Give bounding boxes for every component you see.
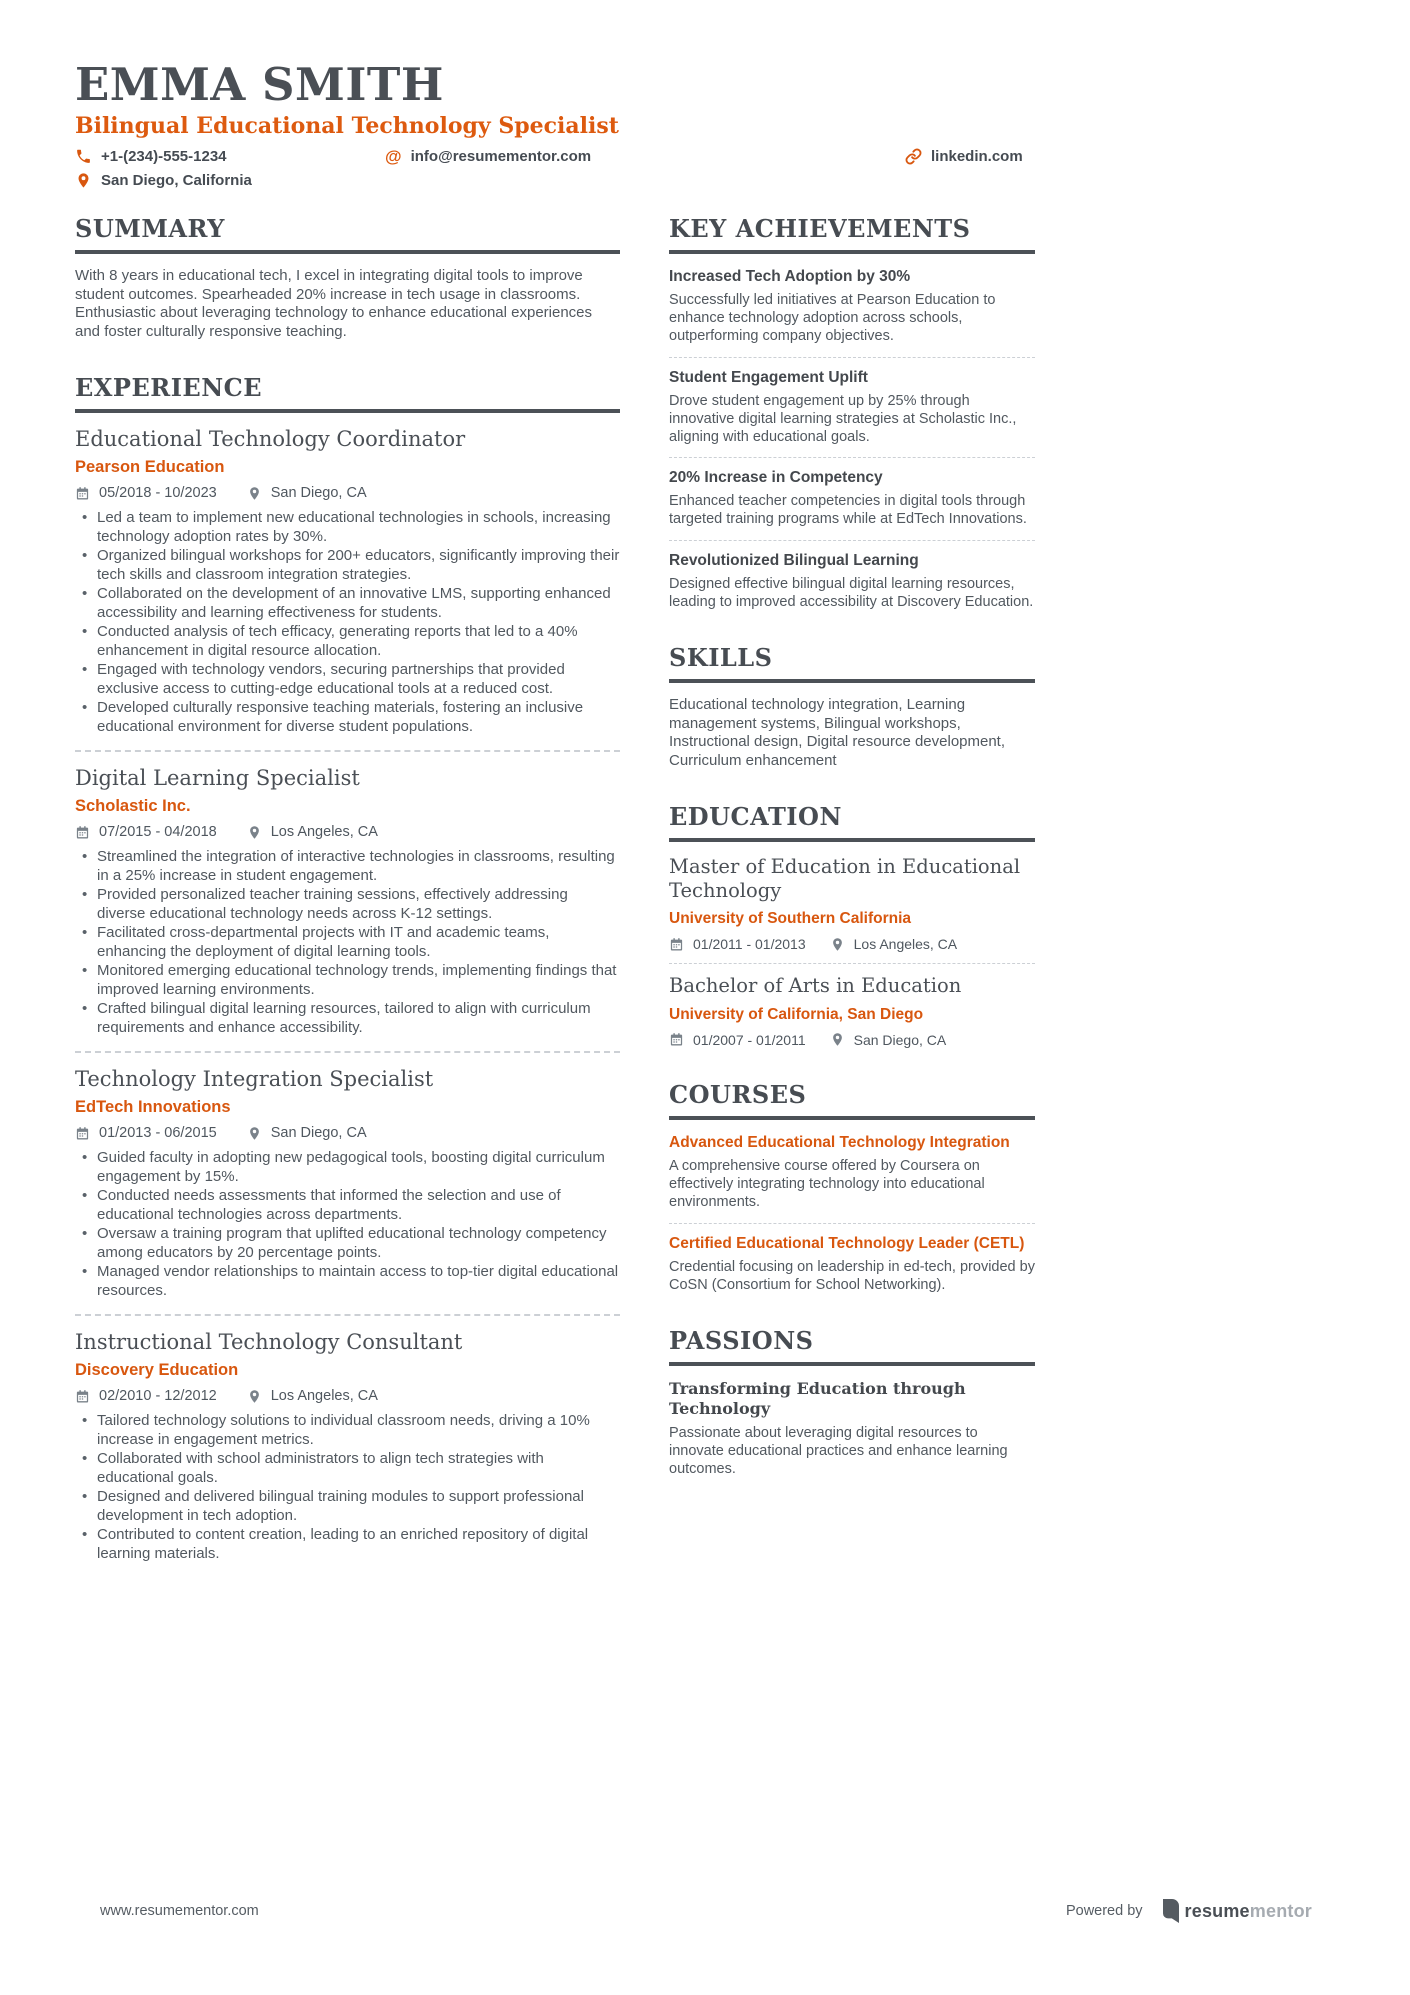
dates-text: 01/2007 - 01/2011 <box>693 1031 806 1048</box>
education-location <box>830 936 958 952</box>
passions-section <box>669 1327 1035 1479</box>
divider <box>75 1314 620 1316</box>
job-title: Technology Integration Specialist <box>75 1067 434 1092</box>
dates-text: 07/2015 - 04/2018 <box>99 824 217 841</box>
bullet: • Conducted analysis of tech efficacy, generating reports that led to a 40% enhancement in digital resource allocation. <box>75 622 620 660</box>
bullet: • Tailored technology solutions to individual classroom needs, driving a 10% increase in engagement metrics. <box>75 1411 620 1449</box>
divider <box>669 457 1035 458</box>
email-address[interactable]: info@resumementor.com <box>410 148 592 165</box>
company-name: EdTech Innovations <box>75 1098 231 1117</box>
divider <box>669 540 1035 541</box>
left-column <box>75 215 620 1563</box>
linkedin-url[interactable]: linkedin.com <box>931 148 1023 165</box>
location-text: Los Angeles, CA <box>853 936 958 953</box>
experience-entry <box>75 426 620 736</box>
divider <box>669 357 1035 358</box>
bullet: • Managed vendor relationships to maintain access to top-tier digital educational resources. <box>75 1262 620 1300</box>
logo-text-light: mentor <box>1249 1900 1312 1921</box>
job-location <box>247 1388 378 1404</box>
dates-text: 02/2010 - 12/2012 <box>99 1388 217 1405</box>
job-bullets <box>75 508 620 736</box>
course-item <box>669 1234 1035 1294</box>
contact-row-2 <box>75 172 1035 189</box>
location-contact <box>75 172 252 189</box>
calendar-icon <box>75 1126 90 1141</box>
summary-heading: SUMMARY <box>75 215 620 254</box>
footer-website-link[interactable]: www.resumementor.com <box>100 1903 259 1919</box>
phone-contact <box>75 148 385 165</box>
bullet: • Collaborated on the development of an innovative LMS, supporting enhanced accessibility and learning effectiveness for students. <box>75 584 620 622</box>
job-title: Educational Technology Coordinator <box>75 427 466 452</box>
bullet: • Organized bilingual workshops for 200+ educators, significantly improving their tech skills and classroom integration strategies. <box>75 546 620 584</box>
location-text: San Diego, CA <box>270 1125 367 1142</box>
location-text: San Diego, CA <box>270 485 367 502</box>
job-dates <box>75 485 217 501</box>
content-columns <box>75 215 1335 1563</box>
bullet: • Collaborated with school administrators to align tech strategies with educational goals. <box>75 1449 620 1487</box>
achievement-item <box>669 551 1035 611</box>
at-icon: @ <box>385 147 402 166</box>
bullet: • Conducted needs assessments that informed the selection and use of educational technologies across departments. <box>75 1186 620 1224</box>
header <box>75 60 1035 189</box>
bullet: • Provided personalized teacher training sessions, effectively addressing diverse educational technology needs across K-12 settings. <box>75 885 620 923</box>
job-meta <box>75 1125 620 1141</box>
powered-by-label: Powered by <box>1065 1903 1143 1919</box>
company-name: Pearson Education <box>75 458 225 477</box>
achievement-text: Designed effective bilingual digital learning resources, leading to improved accessibility at Discovery Education. <box>669 575 1034 610</box>
bullet: • Facilitated cross-departmental projects with IT and academic teams, enhancing the deployment of digital learning tools. <box>75 923 620 961</box>
course-item <box>669 1133 1035 1212</box>
company-name: Discovery Education <box>75 1361 239 1380</box>
resumementor-logo[interactable] <box>1159 1899 1312 1923</box>
bullet: • Guided faculty in adopting new pedagogical tools, boosting digital curriculum engagement by 15%. <box>75 1148 620 1186</box>
job-meta <box>75 1388 620 1404</box>
bullet: • Crafted bilingual digital learning resources, tailored to align with curriculum requirements and enhance accessibility. <box>75 999 620 1037</box>
achievement-text: Enhanced teacher competencies in digital tools through targeted training programs while at EdTech Innovations. <box>669 493 1027 528</box>
divider <box>669 963 1035 964</box>
bullet: • Led a team to implement new educational technologies in schools, increasing technology adoption rates by 30%. <box>75 508 620 546</box>
bullet: • Engaged with technology vendors, securing partnerships that provided exclusive access to cutting-edge educational tools at a reduced cost. <box>75 660 620 698</box>
degree-title: Master of Education in Educational Technology <box>669 855 1021 902</box>
company-name: Scholastic Inc. <box>75 797 191 816</box>
skills-text: Educational technology integration, Learning management systems, Bilingual workshops, Instructional design, Digital resource development, Curriculum enhancement <box>669 696 1006 769</box>
job-bullets <box>75 1411 620 1563</box>
school-name: University of California, San Diego <box>669 1005 924 1023</box>
experience-entry <box>75 1329 620 1563</box>
achievement-item <box>669 267 1035 346</box>
location-pin-icon <box>247 486 262 501</box>
phone-icon <box>75 148 92 165</box>
education-dates <box>669 1032 806 1048</box>
location-pin-icon <box>830 1032 845 1047</box>
course-text: Credential focusing on leadership in ed-tech, provided by CoSN (Consortium for School Networking). <box>669 1258 1035 1293</box>
bullet: • Developed culturally responsive teaching materials, fostering an inclusive educational environment for diverse student populations. <box>75 698 620 736</box>
resumementor-logo-icon <box>1159 1899 1179 1923</box>
resumementor-logo-text <box>1185 1901 1312 1922</box>
link-icon <box>905 148 922 165</box>
divider <box>669 1223 1035 1224</box>
education-entry <box>669 974 1035 1048</box>
logo-text-bold: resume <box>1184 1900 1250 1921</box>
education-heading: EDUCATION <box>669 803 1035 842</box>
location-pin-icon <box>75 172 92 189</box>
calendar-icon <box>75 1389 90 1404</box>
achievement-text: Successfully led initiatives at Pearson Education to enhance technology adoption across schools, outperforming company objectives. <box>669 292 996 345</box>
education-entry <box>669 855 1035 952</box>
course-title: Advanced Educational Technology Integration <box>669 1133 1010 1151</box>
passions-heading: PASSIONS <box>669 1327 1035 1366</box>
location-text: Los Angeles, CA <box>270 1388 378 1405</box>
job-title: Digital Learning Specialist <box>75 766 360 791</box>
job-location <box>247 485 367 501</box>
linkedin-contact <box>905 148 1023 165</box>
job-meta <box>75 824 620 840</box>
powered-by <box>1066 1899 1312 1923</box>
achievement-text: Drove student engagement up by 25% through innovative digital learning strategies at Scholastic Inc., aligning with educational goals. <box>669 392 1017 446</box>
education-dates <box>669 936 806 952</box>
dates-text: 01/2011 - 01/2013 <box>693 936 806 953</box>
calendar-icon <box>669 1032 684 1047</box>
skills-heading: SKILLS <box>669 644 1035 683</box>
passion-item <box>669 1379 1035 1479</box>
right-column <box>669 215 1035 1563</box>
job-title: Instructional Technology Consultant <box>75 1330 463 1355</box>
bullet: • Streamlined the integration of interactive technologies in classrooms, resulting in a 25% increase in student engagement. <box>75 847 620 885</box>
achievement-title: Increased Tech Adoption by 30% <box>669 268 911 285</box>
job-bullets <box>75 847 620 1037</box>
courses-section <box>669 1081 1035 1294</box>
job-dates <box>75 1125 217 1141</box>
dates-text: 05/2018 - 10/2023 <box>99 485 217 502</box>
summary-text: With 8 years in educational tech, I excel in integrating digital tools to improve student outcomes. Spearheaded 20% increase in tech usage in classrooms. Enthusiastic about leveraging technology to enhance educational experiences and foster culturally responsive teaching. <box>75 267 593 340</box>
school-name: University of Southern California <box>669 910 912 928</box>
job-meta <box>75 485 620 501</box>
experience-section <box>75 374 620 1563</box>
footer <box>100 1899 1312 1923</box>
education-location <box>830 1032 947 1048</box>
passion-title: Transforming Education through Technology <box>669 1378 966 1418</box>
achievements-section <box>669 215 1035 611</box>
email-contact <box>385 148 905 165</box>
location-pin-icon <box>830 937 845 952</box>
bullet: • Monitored emerging educational technology trends, implementing findings that improved learning environments. <box>75 961 620 999</box>
achievements-heading: KEY ACHIEVEMENTS <box>669 215 1035 254</box>
education-section <box>669 803 1035 1048</box>
location-pin-icon <box>247 825 262 840</box>
experience-heading: EXPERIENCE <box>75 374 620 413</box>
education-meta <box>669 1032 1035 1048</box>
achievement-title: Student Engagement Uplift <box>669 368 868 386</box>
person-name: EMMA SMITH <box>75 58 444 111</box>
job-location <box>247 1125 367 1141</box>
location-pin-icon <box>247 1389 262 1404</box>
calendar-icon <box>75 486 90 501</box>
achievement-title: 20% Increase in Competency <box>669 469 883 487</box>
phone-number[interactable]: +1-(234)-555-1234 <box>101 148 227 165</box>
course-title: Certified Educational Technology Leader (CETL) <box>669 1234 1025 1252</box>
achievement-item <box>669 368 1035 447</box>
location-text: San Diego, CA <box>853 1031 947 1048</box>
bullet: • Contributed to content creation, leading to an enriched repository of digital learning materials. <box>75 1525 620 1563</box>
experience-entry <box>75 1066 620 1300</box>
location-text: Los Angeles, CA <box>270 824 378 841</box>
passion-text: Passionate about leveraging digital resources to innovate educational practices and enhance learning outcomes. <box>669 1424 1008 1478</box>
education-meta <box>669 936 1035 952</box>
job-bullets <box>75 1148 620 1300</box>
experience-entry <box>75 765 620 1037</box>
person-role: Bilingual Educational Technology Specialist <box>75 113 619 139</box>
achievement-item <box>669 468 1035 528</box>
skills-section <box>669 644 1035 770</box>
job-location <box>247 824 378 840</box>
dates-text: 01/2013 - 06/2015 <box>99 1125 217 1142</box>
calendar-icon <box>75 825 90 840</box>
courses-heading: COURSES <box>669 1081 1035 1120</box>
divider <box>75 750 620 752</box>
bullet: • Designed and delivered bilingual training modules to support professional development in tech adoption. <box>75 1487 620 1525</box>
calendar-icon <box>669 937 684 952</box>
location-pin-icon <box>247 1126 262 1141</box>
bullet: • Oversaw a training program that uplifted educational technology competency among educators by 20 percentage points. <box>75 1224 620 1262</box>
summary-section <box>75 215 620 341</box>
contact-row <box>75 148 1035 165</box>
divider <box>75 1051 620 1053</box>
job-dates <box>75 1388 217 1404</box>
achievement-title: Revolutionized Bilingual Learning <box>669 551 919 569</box>
course-text: A comprehensive course offered by Coursera on effectively integrating technology into educational environments. <box>669 1157 985 1211</box>
degree-title: Bachelor of Arts in Education <box>669 974 962 998</box>
job-dates <box>75 824 217 840</box>
location-text: San Diego, California <box>101 172 252 189</box>
